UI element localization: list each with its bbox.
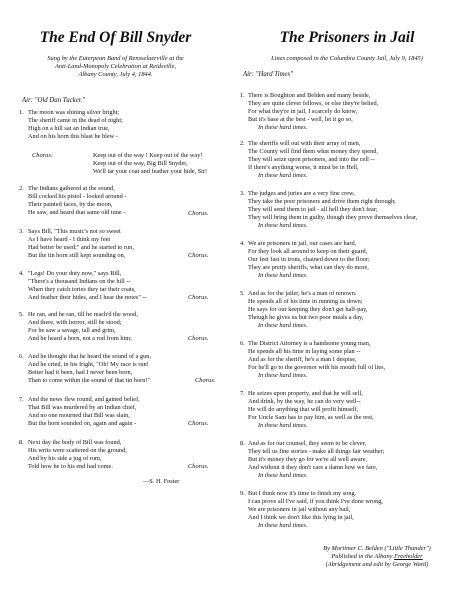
verse-line: But it's money they go for we're all well aware, xyxy=(248,456,368,464)
verse-line: Says Bill, "This music's not so sweet xyxy=(28,228,121,235)
verse-line: The sheriffs will out with their array of men, xyxy=(248,140,361,147)
refrain-line: In these hard times. xyxy=(258,322,308,330)
refrain-line: In these hard times. xyxy=(258,172,308,180)
verse-line: Though he gives us but two poor meals a day, xyxy=(248,314,364,322)
verse-line: And he heard a horn, not a rod from him; xyxy=(28,335,132,343)
right-stanza-3 xyxy=(248,190,417,230)
verse-line: And without it they don't care a damn how we fare, xyxy=(248,464,378,472)
verse-line: For what they're in jail, I scarcely do know, xyxy=(248,108,358,116)
chorus-label: Chorus: xyxy=(32,152,53,159)
right-subtitle: Lines composed in the Columbia County Jail, July 9, 1845) xyxy=(271,55,423,62)
verse-line: He seizes upon property, and that he will sell, xyxy=(248,390,363,397)
verse-line: They are quite clever fellows, or else they're belied, xyxy=(248,100,379,108)
verse-line: He says for our keeping they don't get half-pay, xyxy=(248,306,368,314)
verse-line: And he thought that he heard the sound of a gun, xyxy=(28,353,151,360)
verse-line: The moon was shining silver bright; xyxy=(28,109,120,116)
stanza-number: 2. xyxy=(240,140,245,147)
verse-line: "There's a thousand Indians on the hill -- xyxy=(28,278,131,286)
verse-line: Our feet fast in irons, chained down to the floor; xyxy=(248,256,370,264)
right-stanza-4 xyxy=(248,240,370,280)
stanza-number: 9. xyxy=(240,490,245,497)
verse-line: And I think we don't like this lying in jail, xyxy=(248,514,354,522)
verse-line: And feather their hides, and I hear the notes" -- xyxy=(28,294,147,302)
chorus-block xyxy=(93,152,207,176)
verse-line: They take the poor prisoners and drive them right through; xyxy=(248,198,396,206)
refrain-line: In these hard times. xyxy=(258,272,308,280)
verse-line: There is Boughton and Belden and many beside, xyxy=(248,92,371,99)
verse-line: And there, with horror, still he stood; xyxy=(28,319,122,327)
left-stanza-3 xyxy=(28,228,134,260)
verse-line: Told how he to his end had come. xyxy=(28,463,113,471)
verse-line: But I think now it's time to finish my song. xyxy=(248,490,357,497)
verse-line: For he saw a savage, tall and grim, xyxy=(28,327,116,335)
verse-line: They will bring them in guilty, though they prove themselves clear, xyxy=(248,214,418,222)
verse-line: Had better be used;" and he started to run, xyxy=(28,244,134,252)
stanza-number: 2. xyxy=(19,185,24,192)
stanza-number: 7. xyxy=(19,396,24,403)
chorus-ref: Chorus. xyxy=(188,252,209,259)
verse-line: The County will find them what money they spend, xyxy=(248,148,378,156)
chorus-ref: Chorus. xyxy=(188,210,209,217)
verse-line: Next day the body of Bill was found, xyxy=(28,439,122,446)
right-title: The Prisoners in Jail xyxy=(279,29,415,46)
verse-line: The sheriff came in the dead of night; xyxy=(28,117,123,125)
right-stanza-2 xyxy=(248,140,378,180)
credit-line: (Abridgement and edit by George Ward) xyxy=(325,561,429,568)
stanza-number: 3. xyxy=(240,190,245,197)
chorus-ref: Chorus. xyxy=(188,420,209,427)
verse-line: That Bill was murdered by an Indian chief, xyxy=(28,404,137,412)
signature: —S. H. Foster xyxy=(143,478,180,485)
credit-line: By Mortimer C. Belden ("Little Thunder") xyxy=(323,545,431,552)
left-subtitle-line: Anti-Land-Monopoly Celebration at Reidsville, xyxy=(54,63,177,71)
left-stanza-5 xyxy=(28,311,138,343)
verse-line: And on his horn this blast he blew - xyxy=(28,133,118,141)
left-subtitle-line: Sung by the Euterpean Band of Rensselaerville at the xyxy=(47,55,184,62)
verse-line: They are pretty sheriffs, what can they do more, xyxy=(248,264,369,272)
left-stanza-4 xyxy=(28,270,147,302)
verse-line: "Legs! Do your duty now," says Bill, xyxy=(28,270,122,277)
right-air: Air: "Hard Times" xyxy=(243,71,294,78)
chorus-line: Keep out of the way ! Keep out of the way! xyxy=(93,152,203,159)
stanza-number: 5. xyxy=(19,311,24,318)
verse-line: But it's base at the best - well, let it go so, xyxy=(248,116,353,124)
left-subtitle-line: Albany County, July 4, 1844. xyxy=(78,71,153,79)
refrain-line: In these hard times. xyxy=(258,422,308,430)
stanza-number: 8. xyxy=(240,440,245,447)
verse-line: He spends all his time in laying some plan -- xyxy=(248,348,361,356)
verse-line: But the horn sounded on, again and again - xyxy=(28,420,137,428)
left-stanza-1 xyxy=(28,109,123,141)
stanza-number: 3. xyxy=(19,228,24,235)
verse-line: And by his side a jug of rum, xyxy=(28,455,102,463)
stanza-number: 1. xyxy=(19,109,24,116)
verse-line: The District Attorney is a handsome young man, xyxy=(248,340,371,347)
verse-line: For Uncle Sam has to pay him, as well as the rest, xyxy=(248,414,374,422)
verse-line: For they look all around to keep on their guard, xyxy=(248,248,368,256)
verse-line: He will do anything that will profit himself, xyxy=(248,406,359,414)
verse-line: If there's anything worse, it must be in Hell, xyxy=(248,164,359,172)
chorus-ref: Chorus. xyxy=(188,294,209,301)
chorus-ref: Chorus. xyxy=(188,335,209,342)
verse-line: The Indians gathered at the sound, xyxy=(28,185,115,192)
verse-line: Bill cocked his pistol - looked around - xyxy=(28,193,127,201)
stanza-number: 4. xyxy=(19,270,24,277)
refrain-line: In these hard times. xyxy=(258,124,308,132)
verse-line: And drink, by the way, he can do very well-- xyxy=(248,398,361,406)
chorus-line: We'll tar your coat and feather your hide, Sir! xyxy=(93,168,208,176)
chorus-line: Keep out of the way, Big Bill Snyder, xyxy=(93,160,188,168)
right-stanza-7 xyxy=(248,390,374,430)
verse-line: Than to come within the sound of that tin horn!" xyxy=(28,377,151,385)
right-stanza-1 xyxy=(248,92,378,132)
verse-line: Their painted faces, by the moon, xyxy=(28,201,113,209)
verse-line: The judges and juries are a very fine crew, xyxy=(248,190,355,197)
verse-line: For he'll go to the governor with his mouth full of lies, xyxy=(248,364,386,372)
left-title: The End Of Bill Snyder xyxy=(39,29,192,46)
stanza-number: 4. xyxy=(240,240,245,247)
refrain-line: In these hard times. xyxy=(258,472,308,480)
refrain-line: In these hard times. xyxy=(258,372,308,380)
verse-line: We are prisoners in jail, our cases are hard, xyxy=(248,240,357,247)
verse-line: And he cried, in his fright, "Oh! My race is run! xyxy=(28,361,149,369)
stanza-number: 6. xyxy=(240,340,245,347)
chorus-ref: Chorus. xyxy=(195,377,216,384)
left-stanza-8 xyxy=(28,439,127,471)
verse-line: But the tin horn still kept sounding on, xyxy=(28,252,126,260)
chorus-ref: Chorus. xyxy=(188,463,209,470)
right-stanza-9 xyxy=(248,490,383,530)
verse-line: Better had it been, had I never been born, xyxy=(28,369,133,377)
left-stanza-7 xyxy=(28,396,140,428)
verse-line: He spends all of his time in running us down; xyxy=(248,298,363,306)
verse-line: They tell us fine stories - make all things fair weather; xyxy=(248,448,385,456)
verse-line: They will send them to jail - all hell they don't fear; xyxy=(248,206,378,214)
right-stanza-6 xyxy=(248,340,385,380)
credit-block xyxy=(291,545,463,569)
verse-line: And as for the sheriff, he's a man I despise, xyxy=(248,356,357,364)
stanza-number: 7. xyxy=(240,390,245,397)
left-stanza-6 xyxy=(28,353,151,385)
right-stanza-8 xyxy=(248,440,384,480)
verse-line: And no one mourned that Bill was slain, xyxy=(28,412,130,420)
verse-line: And the news flew round, and gained belief, xyxy=(28,396,140,403)
left-subtitle xyxy=(0,55,231,80)
refrain-line: In these hard times. xyxy=(258,522,308,530)
verse-line: He ran, and he ran, till he reach'd the wood, xyxy=(28,311,138,318)
verse-line: I can prove all I've said, if you think I've done wrong, xyxy=(248,498,383,506)
verse-line: And as for the jailer, he's a man of renown. xyxy=(248,290,357,297)
verse-line: We are prisoners in jail without any bail, xyxy=(248,506,351,514)
credit-newspaper: Freeholder xyxy=(394,553,423,560)
credit-published: Published in the Albany xyxy=(331,553,395,560)
verse-line: He saw, and heard that same old tune - xyxy=(28,209,126,217)
verse-line: His writs were scattered on the ground, xyxy=(28,447,127,455)
stanza-number: 8. xyxy=(19,439,24,446)
right-stanza-5 xyxy=(248,290,367,330)
verse-line: They will seize upon prisoners, and into the cell -- xyxy=(248,156,375,164)
stanza-number: 1. xyxy=(240,92,245,99)
verse-line: When they catch tories they tar their coats, xyxy=(28,286,136,294)
verse-line: High on a hill sat an Indian true, xyxy=(28,125,110,133)
verse-line: And as for our counsel, they seem to be clever, xyxy=(248,440,367,447)
stanza-number: 5. xyxy=(240,290,245,297)
left-air: Air: "Old Dan Tucker." xyxy=(22,97,86,104)
verse-line: As I have heard - I think my feet xyxy=(28,236,111,244)
stanza-number: 6. xyxy=(19,353,24,360)
left-stanza-2 xyxy=(28,185,126,217)
refrain-line: In these hard times. xyxy=(258,222,308,230)
credit-line xyxy=(291,553,463,561)
